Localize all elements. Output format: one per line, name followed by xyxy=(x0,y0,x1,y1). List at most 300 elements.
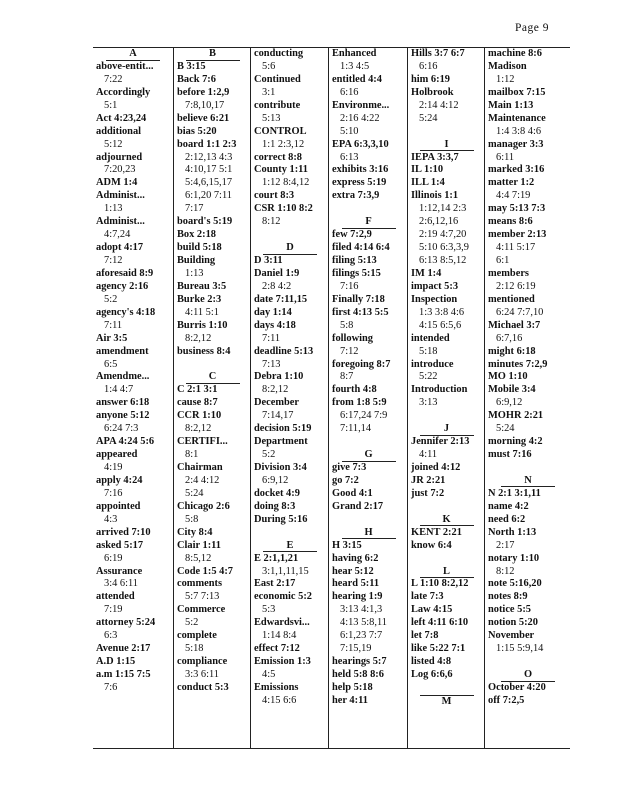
index-term: attorney 5:24 xyxy=(96,617,156,629)
index-term: morning 4:2 xyxy=(488,436,543,448)
index-term: Avenue 2:17 xyxy=(96,643,151,655)
index-reference: 5:4,6,15,17 xyxy=(185,177,233,189)
index-term: KENT 2:21 xyxy=(411,526,462,538)
index-term: Department xyxy=(254,436,308,448)
index-reference: 4:13 5:8,11 xyxy=(340,617,387,629)
blank-line xyxy=(329,203,408,216)
blank-line xyxy=(329,436,408,449)
blank-line xyxy=(408,501,485,514)
index-reference: 7:8,10,17 xyxy=(185,99,225,111)
index-term: Madison xyxy=(488,60,527,72)
index-term: Commerce xyxy=(177,604,226,616)
index-term: Main 1:13 xyxy=(488,99,534,111)
index-term: Building xyxy=(177,255,216,266)
index-term: intended xyxy=(411,332,450,344)
index-term: During 5:16 xyxy=(254,513,308,525)
index-term: North 1:13 xyxy=(488,526,537,538)
index-term: answer 6:18 xyxy=(96,397,150,409)
index-term: Debra 1:10 xyxy=(254,371,304,383)
index-term: CCR 1:10 xyxy=(177,410,222,422)
index-term: express 5:19 xyxy=(332,177,387,189)
index-term: decision 5:19 xyxy=(254,423,312,435)
index-column-4 xyxy=(328,48,408,748)
index-term: following xyxy=(332,332,373,344)
index-term: her 4:11 xyxy=(332,694,368,706)
index-term: Emissions xyxy=(254,681,299,693)
index-term: name 4:2 xyxy=(488,500,529,512)
index-reference: 5:10 6:3,3,9 xyxy=(419,242,469,254)
index-term: help 5:18 xyxy=(332,681,373,693)
index-term: entitled 4:4 xyxy=(332,73,382,85)
index-term: conducting xyxy=(254,48,304,59)
index-reference: 6:1,23 7:7 xyxy=(340,630,383,642)
index-term: November xyxy=(488,630,535,642)
index-reference: 4:5 xyxy=(262,669,276,680)
index-term: few 7:2,9 xyxy=(332,229,372,241)
index-reference: 2:16 4:22 xyxy=(340,112,380,124)
blank-line xyxy=(408,553,485,566)
index-term: left 4:11 6:10 xyxy=(411,617,469,629)
index-term: board 1:1 2:3 xyxy=(177,138,237,150)
index-reference: 4:11 5:1 xyxy=(185,306,219,318)
index-term: Bureau 3:5 xyxy=(177,280,227,292)
section-letter-heading xyxy=(251,540,329,553)
index-term: hear 5:12 xyxy=(332,565,374,577)
index-term: Enhanced xyxy=(332,48,377,59)
index-term: filing 5:13 xyxy=(332,255,377,266)
index-reference: 3:3 6:11 xyxy=(185,669,219,680)
section-letter-heading xyxy=(485,669,571,682)
index-term: held 5:8 8:6 xyxy=(332,669,384,680)
index-reference: 8:2,12 xyxy=(185,332,212,344)
index-term: notes 8:9 xyxy=(488,591,528,603)
index-reference: 6:19 xyxy=(104,552,123,564)
index-term: above-entit... xyxy=(96,60,154,72)
index-reference: 7:16 xyxy=(104,487,123,499)
index-reference: 4:4 7:19 xyxy=(496,190,531,202)
index-term: may 5:13 7:3 xyxy=(488,203,546,215)
index-term: mailbox 7:15 xyxy=(488,86,546,98)
index-term: Code 1:5 4:7 xyxy=(177,565,233,577)
index-reference: 1:13 xyxy=(104,203,123,215)
index-term: court 8:3 xyxy=(254,190,295,202)
index-term: notice 5:5 xyxy=(488,604,531,616)
index-reference: 7:22 xyxy=(104,73,123,85)
index-term: agency 2:16 xyxy=(96,280,149,292)
index-reference: 4:19 xyxy=(104,462,123,473)
section-letter-heading xyxy=(174,371,251,384)
index-reference: 7:12 xyxy=(104,255,123,266)
index-term: CONTROL xyxy=(254,125,307,137)
index-term: let 7:8 xyxy=(411,630,439,642)
index-term: October 4:20 xyxy=(488,681,546,693)
index-term: heard 5:11 xyxy=(332,578,380,590)
index-term: Law 4:15 xyxy=(411,604,453,616)
index-term: joined 4:12 xyxy=(411,462,461,473)
section-letter: H xyxy=(342,527,396,540)
section-letter: B xyxy=(186,48,240,61)
index-term: Assurance xyxy=(96,565,143,577)
index-term: Clair 1:11 xyxy=(177,539,221,551)
index-reference: 8:1 xyxy=(185,449,199,461)
index-term: correct 8:8 xyxy=(254,151,302,163)
index-term: machine 8:6 xyxy=(488,48,542,59)
index-term: Box 2:18 xyxy=(177,229,216,241)
index-reference: 4:15 6:5,6 xyxy=(419,319,462,331)
index-reference: 1:3 3:8 4:6 xyxy=(419,306,465,318)
blank-line xyxy=(408,126,485,139)
blank-line xyxy=(174,359,251,372)
index-reference: 6:16 xyxy=(419,60,438,72)
index-term: having 6:2 xyxy=(332,552,379,564)
index-reference: 1:12 8:4,12 xyxy=(262,177,310,189)
index-reference: 6:13 8:5,12 xyxy=(419,255,467,266)
index-column-3 xyxy=(250,48,329,748)
index-reference: 4:11 xyxy=(419,449,438,461)
index-reference: 5:18 xyxy=(419,345,438,357)
index-term: note 5:16,20 xyxy=(488,578,542,590)
index-term: MO 1:10 xyxy=(488,371,528,383)
index-term: late 7:3 xyxy=(411,591,444,603)
index-term: must 7:16 xyxy=(488,449,532,461)
index-term: IM 1:4 xyxy=(411,267,442,279)
index-term: docket 4:9 xyxy=(254,487,300,499)
section-letter-heading xyxy=(174,48,251,61)
index-term: Michael 3:7 xyxy=(488,319,541,331)
index-reference: 2:14 4:12 xyxy=(419,99,459,111)
index-reference: 8:2,12 xyxy=(262,384,289,396)
index-term: Air 3:5 xyxy=(96,332,128,344)
index-term: JR 2:21 xyxy=(411,474,446,486)
index-reference: 7:12 xyxy=(340,345,359,357)
index-column-5 xyxy=(407,48,485,748)
index-term: December xyxy=(254,397,299,409)
index-reference: 1:1 2:3,12 xyxy=(262,138,305,150)
index-column-1 xyxy=(93,48,173,748)
index-term: L 1:10 8:2,12 xyxy=(411,578,469,590)
index-reference: 6:24 7:7,10 xyxy=(496,306,544,318)
index-term: members xyxy=(488,267,529,279)
index-term: day 1:14 xyxy=(254,306,292,318)
index-reference: 8:2,12 xyxy=(185,423,212,435)
index-term: build 5:18 xyxy=(177,242,222,254)
index-term: minutes 7:2,9 xyxy=(488,358,548,370)
index-reference: 1:15 5:9,14 xyxy=(496,643,544,655)
index-term: Good 4:1 xyxy=(332,487,373,499)
section-letter: C xyxy=(186,371,240,384)
index-reference: 7:15,19 xyxy=(340,643,372,655)
index-term: go 7:2 xyxy=(332,474,359,486)
index-term: apply 4:24 xyxy=(96,474,143,486)
section-letter: D xyxy=(263,242,317,255)
index-term: give 7:3 xyxy=(332,462,367,473)
index-term: comments xyxy=(177,578,223,590)
section-letter: N xyxy=(501,475,555,488)
index-reference: 7:6 xyxy=(104,681,118,693)
index-term: N 2:1 3:1,11 xyxy=(488,487,541,499)
index-term: means 8:6 xyxy=(488,216,533,228)
index-reference: 5:10 xyxy=(340,125,359,137)
index-term: Accordingly xyxy=(96,86,151,98)
index-reference: 3:1,1,11,15 xyxy=(262,565,309,577)
section-letter: F xyxy=(342,216,396,229)
index-term: just 7:2 xyxy=(411,487,445,499)
index-reference: 8:7 xyxy=(340,371,354,383)
index-term: Edwardsvi... xyxy=(254,617,310,629)
word-index xyxy=(93,47,570,749)
index-term: IL 1:10 xyxy=(411,164,444,176)
section-letter: J xyxy=(420,423,474,436)
blank-line xyxy=(251,527,329,540)
index-reference: 7:11,14 xyxy=(340,423,372,435)
index-reference: 4:3 xyxy=(104,513,118,525)
index-reference: 7:11 xyxy=(262,332,281,344)
section-letter: A xyxy=(106,48,160,61)
index-term: Chicago 2:6 xyxy=(177,500,230,512)
index-term: Continued xyxy=(254,73,301,85)
index-term: asked 5:17 xyxy=(96,539,144,551)
index-reference: 7:13 xyxy=(262,358,281,370)
index-reference: 2:19 4:7,20 xyxy=(419,229,467,241)
index-term: Back 7:6 xyxy=(177,73,216,85)
index-term: arrived 7:10 xyxy=(96,526,151,538)
index-reference: 7:19 xyxy=(104,604,123,616)
index-reference: 5:2 xyxy=(185,617,199,629)
index-term: notary 1:10 xyxy=(488,552,540,564)
index-term: Burke 2:3 xyxy=(177,293,222,305)
section-letter-heading xyxy=(408,566,485,579)
index-term: Illinois 1:1 xyxy=(411,190,459,202)
index-term: manager 3:3 xyxy=(488,138,544,150)
index-reference: 4:15 6:6 xyxy=(262,694,297,706)
index-reference: 5:8 xyxy=(185,513,199,525)
index-reference: 2:4 4:12 xyxy=(185,474,220,486)
index-term: appointed xyxy=(96,500,141,512)
index-term: effect 7:12 xyxy=(254,643,300,655)
index-term: doing 8:3 xyxy=(254,500,296,512)
index-term: him 6:19 xyxy=(411,73,450,85)
index-reference: 6:3 xyxy=(104,630,118,642)
index-term: compliance xyxy=(177,656,228,668)
index-term: Administ... xyxy=(96,190,145,202)
index-term: days 4:18 xyxy=(254,319,296,331)
section-letter: L xyxy=(420,566,474,579)
index-reference: 1:12 xyxy=(496,73,515,85)
index-term: impact 5:3 xyxy=(411,280,459,292)
section-letter-heading xyxy=(408,423,485,436)
index-term: filings 5:15 xyxy=(332,267,381,279)
index-reference: 6:9,12 xyxy=(262,474,289,486)
index-term: ILL 1:4 xyxy=(411,177,445,189)
blank-line xyxy=(408,410,485,423)
index-term: ADM 1:4 xyxy=(96,177,138,189)
index-reference: 5:6 xyxy=(262,60,276,72)
index-term: D 3:11 xyxy=(254,255,283,266)
index-term: C 2:1 3:1 xyxy=(177,384,218,396)
index-reference: 6:16 xyxy=(340,86,359,98)
index-term: IEPA 3:3,7 xyxy=(411,151,459,163)
index-term: economic 5:2 xyxy=(254,591,312,603)
index-reference: 3:13 xyxy=(419,397,438,409)
index-reference: 7:11 xyxy=(104,319,123,331)
index-term: H 3:15 xyxy=(332,539,362,551)
index-term: first 4:13 5:5 xyxy=(332,306,389,318)
index-term: adjourned xyxy=(96,151,143,163)
index-reference: 5:24 xyxy=(185,487,204,499)
index-term: CSR 1:10 8:2 xyxy=(254,203,313,215)
index-term: City 8:4 xyxy=(177,526,213,538)
index-reference: 6:11 xyxy=(496,151,515,163)
section-letter: E xyxy=(263,540,317,553)
index-term: Burris 1:10 xyxy=(177,319,228,331)
section-letter: G xyxy=(342,449,396,462)
index-term: from 1:8 5:9 xyxy=(332,397,387,409)
section-letter-heading xyxy=(251,242,329,255)
index-term: extra 7:3,9 xyxy=(332,190,380,202)
page-number: Page 9 xyxy=(515,22,549,34)
index-term: filed 4:14 6:4 xyxy=(332,242,390,254)
index-reference: 2:12,13 4:3 xyxy=(185,151,233,163)
index-reference: 6:7,16 xyxy=(496,332,523,344)
index-term: B 3:15 xyxy=(177,60,206,72)
index-reference: 6:9,12 xyxy=(496,397,523,409)
index-term: complete xyxy=(177,630,217,642)
index-reference: 7:17 xyxy=(185,203,204,215)
index-reference: 8:12 xyxy=(496,565,515,577)
blank-line xyxy=(485,462,571,475)
index-term: mentioned xyxy=(488,293,535,305)
index-term: Log 6:6,6 xyxy=(411,669,453,680)
index-term: contribute xyxy=(254,99,301,111)
index-term: A.D 1:15 xyxy=(96,656,136,668)
index-reference: 5:8 xyxy=(340,319,354,331)
index-term: adopt 4:17 xyxy=(96,242,144,254)
index-reference: 6:24 7:3 xyxy=(104,423,139,435)
index-reference: 2:6,12,16 xyxy=(419,216,459,228)
index-reference: 2:17 xyxy=(496,539,515,551)
index-term: member 2:13 xyxy=(488,229,547,241)
index-reference: 5:18 xyxy=(185,643,204,655)
index-term: agency's 4:18 xyxy=(96,306,156,318)
index-term: Jennifer 2:13 xyxy=(411,436,470,448)
index-reference: 6:13 xyxy=(340,151,359,163)
index-term: might 6:18 xyxy=(488,345,536,357)
index-term: Environme... xyxy=(332,99,390,111)
index-reference: 5:22 xyxy=(419,371,438,383)
index-term: hearing 1:9 xyxy=(332,591,383,603)
index-reference: 4:11 5:17 xyxy=(496,242,536,254)
index-term: Administ... xyxy=(96,216,145,228)
index-reference: 7:14,17 xyxy=(262,410,294,422)
index-reference: 3:4 6:11 xyxy=(104,578,138,590)
index-term: business 8:4 xyxy=(177,345,231,357)
index-term: Holbrook xyxy=(411,86,454,98)
index-column-2 xyxy=(173,48,251,748)
index-reference: 1:12,14 2:3 xyxy=(419,203,467,215)
index-term: date 7:11,15 xyxy=(254,293,308,305)
index-term: Grand 2:17 xyxy=(332,500,384,512)
section-letter-heading xyxy=(408,139,485,152)
index-term: deadline 5:13 xyxy=(254,345,314,357)
index-term: MOHR 2:21 xyxy=(488,410,544,422)
index-term: notion 5:20 xyxy=(488,617,538,629)
section-letter-heading xyxy=(93,48,173,61)
index-reference: 8:5,12 xyxy=(185,552,212,564)
index-reference: 1:4 4:7 xyxy=(104,384,134,396)
index-term: cause 8:7 xyxy=(177,397,218,409)
index-reference: 1:13 xyxy=(185,267,204,279)
index-term: foregoing 8:7 xyxy=(332,358,391,370)
index-term: marked 3:16 xyxy=(488,164,545,176)
index-reference: 7:20,23 xyxy=(104,164,136,176)
index-reference: 6:1 xyxy=(496,255,510,266)
index-term: appeared xyxy=(96,449,138,461)
index-term: anyone 5:12 xyxy=(96,410,150,422)
section-letter: I xyxy=(420,139,474,152)
section-letter: M xyxy=(420,695,474,708)
index-reference: 1:3 4:5 xyxy=(340,60,370,72)
index-reference: 5:24 xyxy=(419,112,438,124)
index-term: Division 3:4 xyxy=(254,462,307,473)
index-term: Chairman xyxy=(177,462,223,473)
index-reference: 5:2 xyxy=(262,449,276,461)
index-term: bias 5:20 xyxy=(177,125,217,137)
index-term: Amendme... xyxy=(96,371,150,383)
index-term: Daniel 1:9 xyxy=(254,267,300,279)
index-reference: 5:24 xyxy=(496,423,515,435)
index-reference: 2:8 4:2 xyxy=(262,280,292,292)
index-term: before 1:2,9 xyxy=(177,86,230,98)
index-term: matter 1:2 xyxy=(488,177,535,189)
section-letter-heading xyxy=(408,514,485,527)
index-term: need 6:2 xyxy=(488,513,526,525)
index-reference: 6:5 xyxy=(104,358,118,370)
section-letter: K xyxy=(420,514,474,527)
index-term: Maintenance xyxy=(488,112,546,124)
index-term: additional xyxy=(96,125,142,137)
index-reference: 3:13 4:1,3 xyxy=(340,604,383,616)
index-term: a.m 1:15 7:5 xyxy=(96,669,151,680)
index-term: Inspection xyxy=(411,293,458,305)
index-term: attended xyxy=(96,591,135,603)
index-reference: 4:10,17 5:1 xyxy=(185,164,233,176)
index-term: hearings 5:7 xyxy=(332,656,387,668)
index-term: Act 4:23,24 xyxy=(96,112,147,124)
index-term: conduct 5:3 xyxy=(177,681,229,693)
index-term: East 2:17 xyxy=(254,578,296,590)
index-term: APA 4:24 5:6 xyxy=(96,436,155,448)
index-term: introduce xyxy=(411,358,454,370)
index-term: Finally 7:18 xyxy=(332,293,385,305)
index-term: believe 6:21 xyxy=(177,112,230,124)
index-reference: 5:7 7:13 xyxy=(185,591,220,603)
section-letter-heading xyxy=(485,475,571,488)
index-term: aforesaid 8:9 xyxy=(96,267,154,279)
index-reference: 1:4 3:8 4:6 xyxy=(496,125,542,137)
index-term: Hills 3:7 6:7 xyxy=(411,48,465,59)
index-reference: 3:1 xyxy=(262,86,276,98)
index-term: fourth 4:8 xyxy=(332,384,377,396)
index-term: CERTIFI... xyxy=(177,436,228,448)
index-term: E 2:1,1,21 xyxy=(254,552,299,564)
index-column-6 xyxy=(484,48,571,748)
index-term: Introduction xyxy=(411,384,468,396)
section-letter: O xyxy=(501,669,555,682)
blank-line xyxy=(251,229,329,242)
index-reference: 5:2 xyxy=(104,293,118,305)
blank-line xyxy=(408,682,485,695)
section-letter-heading xyxy=(408,695,485,708)
